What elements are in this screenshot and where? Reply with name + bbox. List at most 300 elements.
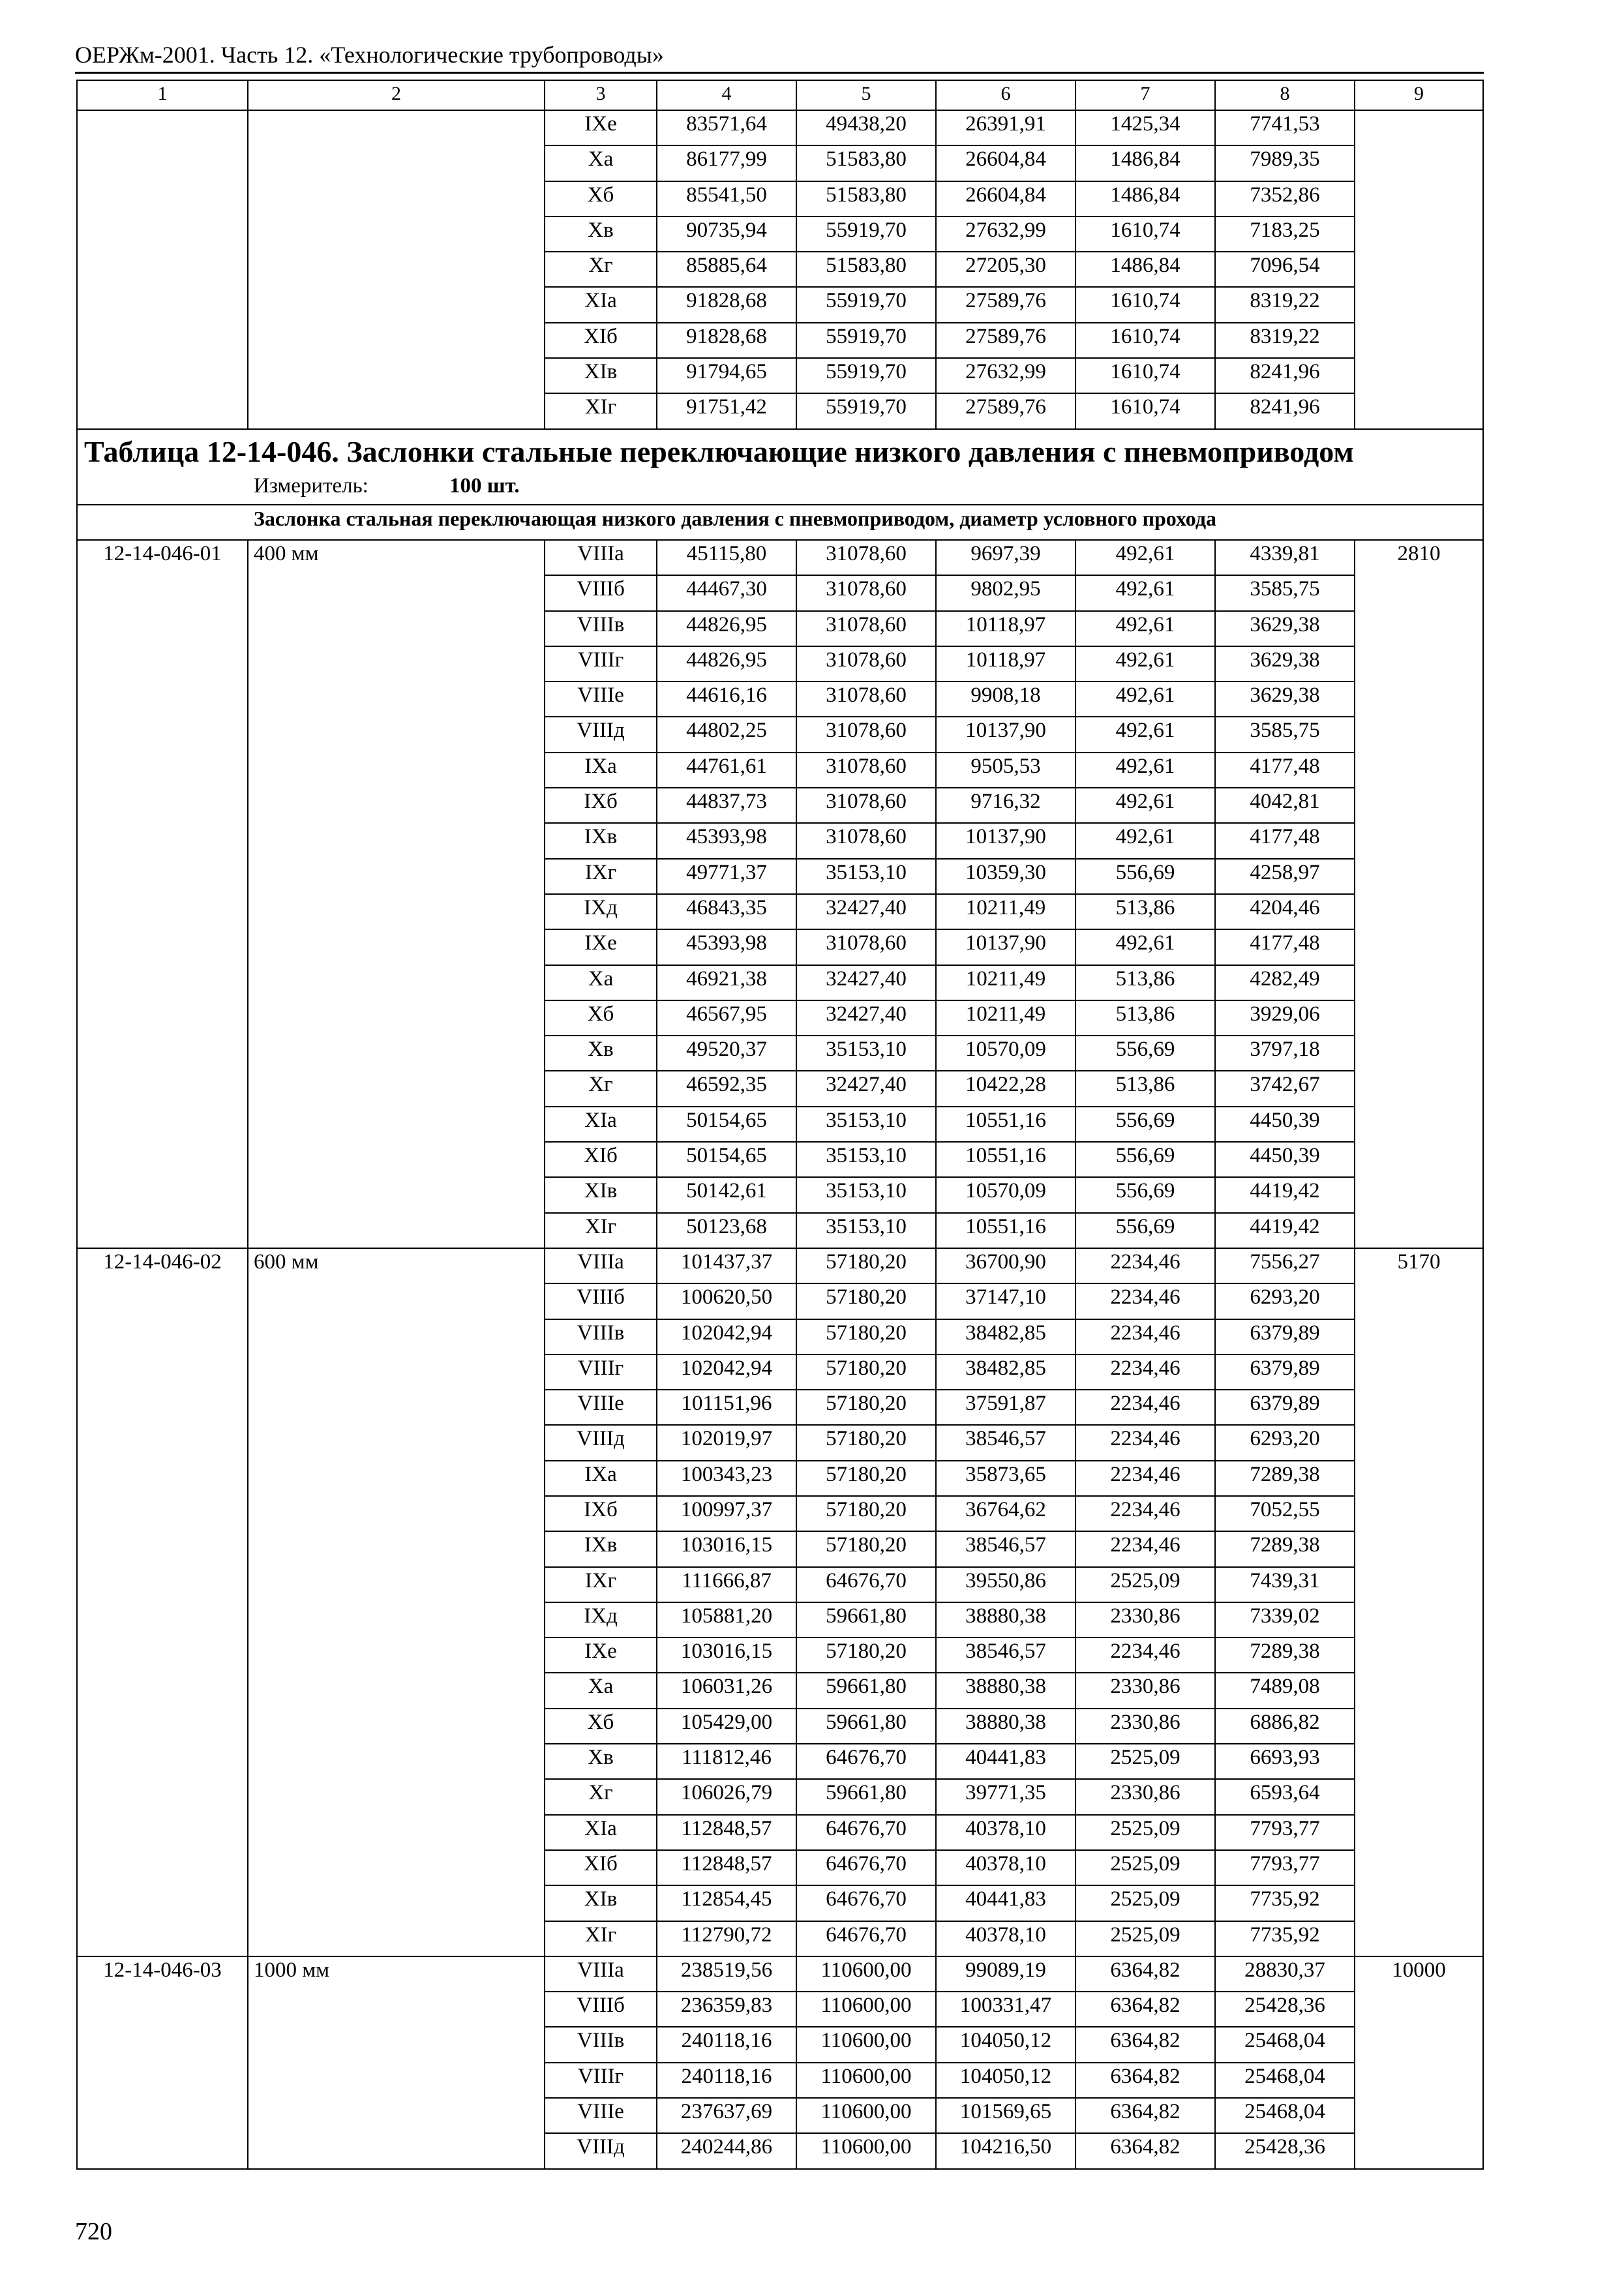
column-number: 9 <box>1355 80 1483 110</box>
machine-cost-cell: 38482,85 <box>936 1354 1075 1390</box>
machine-cost-cell: 26391,91 <box>936 110 1075 145</box>
materials-cost-cell: 7793,77 <box>1215 1850 1355 1885</box>
materials-cost-cell: 4419,42 <box>1215 1177 1355 1212</box>
header-rule <box>75 72 1484 74</box>
table-row <box>77 859 1483 894</box>
machine-cost-cell: 10118,97 <box>936 611 1075 646</box>
code-cell <box>77 2098 248 2133</box>
machine-cost-cell: 36700,90 <box>936 1248 1075 1283</box>
total-cost-cell: 46921,38 <box>657 965 796 1000</box>
table-row <box>77 1461 1483 1496</box>
mass-cell <box>1355 1000 1483 1036</box>
name-cell <box>248 1496 545 1531</box>
name-cell <box>248 1071 545 1106</box>
wages-cell: 59661,80 <box>796 1673 936 1708</box>
wages-cell: 51583,80 <box>796 145 936 181</box>
total-cost-cell: 46567,95 <box>657 1000 796 1036</box>
name-cell <box>248 1425 545 1460</box>
machine-cost-cell: 10211,49 <box>936 965 1075 1000</box>
mass-cell <box>1355 1850 1483 1885</box>
machine-cost-cell: 38880,38 <box>936 1709 1075 1744</box>
machine-cost-cell: 9697,39 <box>936 540 1075 575</box>
wages-cell: 31078,60 <box>796 717 936 752</box>
table-row <box>77 1354 1483 1390</box>
table-row <box>77 1390 1483 1425</box>
code-cell <box>77 217 248 252</box>
wages-cell: 57180,20 <box>796 1319 936 1354</box>
table-row <box>77 217 1483 252</box>
total-cost-cell: 102042,94 <box>657 1319 796 1354</box>
mass-cell <box>1355 717 1483 752</box>
name-cell <box>248 323 545 358</box>
name-cell <box>248 823 545 858</box>
code-cell <box>77 611 248 646</box>
total-cost-cell: 105881,20 <box>657 1602 796 1638</box>
machine-cost-cell: 10551,16 <box>936 1142 1075 1177</box>
table-row <box>77 929 1483 965</box>
code-cell <box>77 1071 248 1106</box>
driver-wages-cell: 2234,46 <box>1075 1461 1215 1496</box>
machine-cost-cell: 101569,65 <box>936 2098 1075 2133</box>
region-code-cell: VIIIд <box>545 717 657 752</box>
region-code-cell: Xa <box>545 965 657 1000</box>
region-code-cell: Xг <box>545 252 657 287</box>
mass-cell <box>1355 358 1483 393</box>
region-code-cell: XIг <box>545 393 657 428</box>
mass-cell <box>1355 965 1483 1000</box>
wages-cell: 31078,60 <box>796 823 936 858</box>
code-cell <box>77 1354 248 1390</box>
mass-cell <box>1355 145 1483 181</box>
wages-cell: 110600,00 <box>796 2098 936 2133</box>
name-cell <box>248 1992 545 2027</box>
code-cell <box>77 287 248 322</box>
mass-cell <box>1355 1921 1483 1956</box>
wages-cell: 32427,40 <box>796 894 936 929</box>
mass-cell <box>1355 1779 1483 1814</box>
region-code-cell: XIв <box>545 358 657 393</box>
table-row <box>77 894 1483 929</box>
machine-cost-cell: 38880,38 <box>936 1602 1075 1638</box>
total-cost-cell: 111812,46 <box>657 1744 796 1779</box>
materials-cost-cell: 25468,04 <box>1215 2027 1355 2062</box>
mass-cell <box>1355 1390 1483 1425</box>
code-cell <box>77 894 248 929</box>
materials-cost-cell: 6693,93 <box>1215 1744 1355 1779</box>
region-code-cell: IXe <box>545 110 657 145</box>
name-cell <box>248 1567 545 1602</box>
region-code-cell: VIIIa <box>545 1248 657 1283</box>
mass-cell <box>1355 1638 1483 1673</box>
driver-wages-cell: 556,69 <box>1075 1107 1215 1142</box>
wages-cell: 31078,60 <box>796 575 936 610</box>
name-cell <box>248 1107 545 1142</box>
machine-cost-cell: 38482,85 <box>936 1319 1075 1354</box>
region-code-cell: VIIIб <box>545 1283 657 1319</box>
driver-wages-cell: 492,61 <box>1075 611 1215 646</box>
code-cell <box>77 823 248 858</box>
total-cost-cell: 102019,97 <box>657 1425 796 1460</box>
code-cell <box>77 1885 248 1921</box>
wages-cell: 31078,60 <box>796 681 936 717</box>
code-cell <box>77 788 248 823</box>
region-code-cell: IXв <box>545 823 657 858</box>
wages-cell: 59661,80 <box>796 1709 936 1744</box>
total-cost-cell: 44826,95 <box>657 611 796 646</box>
region-code-cell: Xб <box>545 1000 657 1036</box>
machine-cost-cell: 37147,10 <box>936 1283 1075 1319</box>
table-row <box>77 1815 1483 1850</box>
name-cell <box>248 181 545 217</box>
mass-cell <box>1355 1107 1483 1142</box>
driver-wages-cell: 2234,46 <box>1075 1390 1215 1425</box>
machine-cost-cell: 10422,28 <box>936 1071 1075 1106</box>
driver-wages-cell: 2234,46 <box>1075 1354 1215 1390</box>
total-cost-cell: 103016,15 <box>657 1531 796 1566</box>
wages-cell: 35153,10 <box>796 1177 936 1212</box>
wages-cell: 57180,20 <box>796 1390 936 1425</box>
region-code-cell: VIIIв <box>545 2027 657 2062</box>
name-cell <box>248 929 545 965</box>
rate-mass: 2810 <box>1355 540 1483 575</box>
driver-wages-cell: 513,86 <box>1075 894 1215 929</box>
machine-cost-cell: 40441,83 <box>936 1885 1075 1921</box>
region-code-cell: XIб <box>545 323 657 358</box>
region-code-cell: IXб <box>545 1496 657 1531</box>
name-cell <box>248 1283 545 1319</box>
code-cell <box>77 1177 248 1212</box>
region-code-cell: XIб <box>545 1142 657 1177</box>
materials-cost-cell: 28830,37 <box>1215 1956 1355 1992</box>
mass-cell <box>1355 1071 1483 1106</box>
materials-cost-cell: 4177,48 <box>1215 753 1355 788</box>
measure-row <box>84 471 1476 500</box>
machine-cost-cell: 10137,90 <box>936 929 1075 965</box>
materials-cost-cell: 25428,36 <box>1215 1992 1355 2027</box>
code-cell <box>77 145 248 181</box>
total-cost-cell: 44837,73 <box>657 788 796 823</box>
region-code-cell: IXa <box>545 1461 657 1496</box>
region-code-cell: VIIIв <box>545 1319 657 1354</box>
table-row <box>77 110 1483 145</box>
region-code-cell: Xб <box>545 1709 657 1744</box>
materials-cost-cell: 25468,04 <box>1215 2063 1355 2098</box>
table-row <box>77 1177 1483 1212</box>
mass-cell <box>1355 1567 1483 1602</box>
wages-cell: 57180,20 <box>796 1638 936 1673</box>
code-cell <box>77 1425 248 1460</box>
total-cost-cell: 90735,94 <box>657 217 796 252</box>
code-cell <box>77 1319 248 1354</box>
code-cell <box>77 181 248 217</box>
name-cell <box>248 1036 545 1071</box>
region-code-cell: VIIIa <box>545 540 657 575</box>
rate-code: 12-14-046-03 <box>77 1956 248 1992</box>
code-cell <box>77 753 248 788</box>
machine-cost-cell: 9908,18 <box>936 681 1075 717</box>
name-cell <box>248 1177 545 1212</box>
wages-cell: 110600,00 <box>796 1992 936 2027</box>
total-cost-cell: 44826,95 <box>657 646 796 681</box>
wages-cell: 35153,10 <box>796 1036 936 1071</box>
driver-wages-cell: 513,86 <box>1075 965 1215 1000</box>
machine-cost-cell: 40441,83 <box>936 1744 1075 1779</box>
rate-code: 12-14-046-01 <box>77 540 248 575</box>
mass-cell <box>1355 575 1483 610</box>
code-cell <box>77 2063 248 2098</box>
wages-cell: 51583,80 <box>796 181 936 217</box>
total-cost-cell: 46843,35 <box>657 894 796 929</box>
driver-wages-cell: 556,69 <box>1075 1036 1215 1071</box>
machine-cost-cell: 10211,49 <box>936 1000 1075 1036</box>
driver-wages-cell: 2525,09 <box>1075 1744 1215 1779</box>
column-number: 8 <box>1215 80 1355 110</box>
machine-cost-cell: 38880,38 <box>936 1673 1075 1708</box>
materials-cost-cell: 6593,64 <box>1215 1779 1355 1814</box>
code-cell <box>77 1992 248 2027</box>
name-cell <box>248 611 545 646</box>
region-code-cell: VIIIб <box>545 575 657 610</box>
driver-wages-cell: 6364,82 <box>1075 2098 1215 2133</box>
machine-cost-cell: 9802,95 <box>936 575 1075 610</box>
driver-wages-cell: 6364,82 <box>1075 2133 1215 2168</box>
name-cell <box>248 1744 545 1779</box>
driver-wages-cell: 6364,82 <box>1075 1992 1215 2027</box>
materials-cost-cell: 8319,22 <box>1215 287 1355 322</box>
materials-cost-cell: 3742,67 <box>1215 1071 1355 1106</box>
region-code-cell: XIг <box>545 1921 657 1956</box>
rates-table <box>76 80 1484 2170</box>
driver-wages-cell: 2330,86 <box>1075 1673 1215 1708</box>
driver-wages-cell: 492,61 <box>1075 717 1215 752</box>
table-row <box>77 1638 1483 1673</box>
region-code-cell: Xв <box>545 1036 657 1071</box>
name-cell <box>248 252 545 287</box>
driver-wages-cell: 556,69 <box>1075 1213 1215 1248</box>
materials-cost-cell: 3629,38 <box>1215 646 1355 681</box>
driver-wages-cell: 2234,46 <box>1075 1425 1215 1460</box>
mass-cell <box>1355 1744 1483 1779</box>
name-cell <box>248 1885 545 1921</box>
machine-cost-cell: 35873,65 <box>936 1461 1075 1496</box>
code-cell <box>77 681 248 717</box>
machine-cost-cell: 40378,10 <box>936 1850 1075 1885</box>
table-row <box>77 681 1483 717</box>
mass-cell <box>1355 1885 1483 1921</box>
wages-cell: 31078,60 <box>796 540 936 575</box>
mass-cell <box>1355 1531 1483 1566</box>
materials-cost-cell: 4258,97 <box>1215 859 1355 894</box>
driver-wages-cell: 492,61 <box>1075 681 1215 717</box>
machine-cost-cell: 27589,76 <box>936 393 1075 428</box>
driver-wages-cell: 1610,74 <box>1075 323 1215 358</box>
name-cell <box>248 2098 545 2133</box>
mass-cell <box>1355 1283 1483 1319</box>
materials-cost-cell: 7183,25 <box>1215 217 1355 252</box>
wages-cell: 31078,60 <box>796 929 936 965</box>
name-cell <box>248 1000 545 1036</box>
table-row <box>77 1744 1483 1779</box>
driver-wages-cell: 492,61 <box>1075 788 1215 823</box>
materials-cost-cell: 7556,27 <box>1215 1248 1355 1283</box>
machine-cost-cell: 10570,09 <box>936 1177 1075 1212</box>
driver-wages-cell: 2525,09 <box>1075 1885 1215 1921</box>
measure-value: 100 шт. <box>449 473 520 498</box>
wages-cell: 55919,70 <box>796 287 936 322</box>
table-row <box>77 1921 1483 1956</box>
wages-cell: 57180,20 <box>796 1248 936 1283</box>
materials-cost-cell: 3929,06 <box>1215 1000 1355 1036</box>
total-cost-cell: 45393,98 <box>657 823 796 858</box>
code-cell <box>77 1531 248 1566</box>
materials-cost-cell: 7793,77 <box>1215 1815 1355 1850</box>
materials-cost-cell: 25468,04 <box>1215 2098 1355 2133</box>
region-code-cell: Xб <box>545 181 657 217</box>
name-cell <box>248 1673 545 1708</box>
wages-cell: 55919,70 <box>796 217 936 252</box>
total-cost-cell: 50142,61 <box>657 1177 796 1212</box>
materials-cost-cell: 4282,49 <box>1215 965 1355 1000</box>
table-title: Таблица 12-14-046. Заслонки стальные переключающие низкого давления с пневмоприводом <box>84 434 1354 468</box>
total-cost-cell: 50154,65 <box>657 1142 796 1177</box>
table-row <box>77 358 1483 393</box>
mass-cell <box>1355 929 1483 965</box>
driver-wages-cell: 2234,46 <box>1075 1496 1215 1531</box>
column-number: 4 <box>657 80 796 110</box>
wages-cell: 57180,20 <box>796 1283 936 1319</box>
driver-wages-cell: 1486,84 <box>1075 252 1215 287</box>
table-row <box>77 145 1483 181</box>
code-cell <box>77 252 248 287</box>
name-cell <box>248 1602 545 1638</box>
region-code-cell: IXe <box>545 929 657 965</box>
total-cost-cell: 101437,37 <box>657 1248 796 1283</box>
wages-cell: 35153,10 <box>796 1107 936 1142</box>
total-cost-cell: 240118,16 <box>657 2027 796 2062</box>
materials-cost-cell: 4450,39 <box>1215 1107 1355 1142</box>
code-cell <box>77 1602 248 1638</box>
driver-wages-cell: 556,69 <box>1075 859 1215 894</box>
mass-cell <box>1355 393 1483 428</box>
wages-cell: 110600,00 <box>796 1956 936 1992</box>
mass-cell <box>1355 252 1483 287</box>
machine-cost-cell: 39771,35 <box>936 1779 1075 1814</box>
code-cell <box>77 1815 248 1850</box>
name-cell <box>248 717 545 752</box>
wages-cell: 31078,60 <box>796 646 936 681</box>
column-number: 5 <box>796 80 936 110</box>
wages-cell: 110600,00 <box>796 2027 936 2062</box>
region-code-cell: VIIIб <box>545 1992 657 2027</box>
table-row <box>77 1319 1483 1354</box>
table-row <box>77 2098 1483 2133</box>
machine-cost-cell: 27205,30 <box>936 252 1075 287</box>
driver-wages-cell: 2234,46 <box>1075 1319 1215 1354</box>
wages-cell: 35153,10 <box>796 859 936 894</box>
wages-cell: 55919,70 <box>796 393 936 428</box>
machine-cost-cell: 38546,57 <box>936 1638 1075 1673</box>
region-code-cell: VIIIe <box>545 681 657 717</box>
table-row <box>77 717 1483 752</box>
driver-wages-cell: 1486,84 <box>1075 181 1215 217</box>
name-cell <box>248 2063 545 2098</box>
total-cost-cell: 91828,68 <box>657 287 796 322</box>
wages-cell: 110600,00 <box>796 2063 936 2098</box>
mass-cell <box>1355 823 1483 858</box>
code-cell <box>77 1638 248 1673</box>
mass-cell <box>1355 323 1483 358</box>
table-subtitle-row <box>77 505 1483 540</box>
total-cost-cell: 102042,94 <box>657 1354 796 1390</box>
total-cost-cell: 45115,80 <box>657 540 796 575</box>
total-cost-cell: 238519,56 <box>657 1956 796 1992</box>
total-cost-cell: 100997,37 <box>657 1496 796 1531</box>
name-cell <box>248 646 545 681</box>
total-cost-cell: 50154,65 <box>657 1107 796 1142</box>
code-cell <box>77 323 248 358</box>
code-cell <box>77 1461 248 1496</box>
table-row <box>77 1071 1483 1106</box>
materials-cost-cell: 7735,92 <box>1215 1921 1355 1956</box>
mass-cell <box>1355 894 1483 929</box>
code-cell <box>77 1567 248 1602</box>
table-row <box>77 1992 1483 2027</box>
driver-wages-cell: 2525,09 <box>1075 1850 1215 1885</box>
code-cell <box>77 929 248 965</box>
total-cost-cell: 111666,87 <box>657 1567 796 1602</box>
total-cost-cell: 101151,96 <box>657 1390 796 1425</box>
wages-cell: 35153,10 <box>796 1213 936 1248</box>
mass-cell <box>1355 287 1483 322</box>
table-row <box>77 1779 1483 1814</box>
table-row <box>77 1000 1483 1036</box>
machine-cost-cell: 10551,16 <box>936 1107 1075 1142</box>
table-section-header <box>77 429 1483 505</box>
machine-cost-cell: 37591,87 <box>936 1390 1075 1425</box>
machine-cost-cell: 10359,30 <box>936 859 1075 894</box>
name-cell <box>248 217 545 252</box>
mass-cell <box>1355 681 1483 717</box>
table-row <box>77 1567 1483 1602</box>
table-row <box>77 2027 1483 2062</box>
region-code-cell: IXe <box>545 1638 657 1673</box>
total-cost-cell: 100620,50 <box>657 1283 796 1319</box>
name-cell <box>248 1779 545 1814</box>
region-code-cell: XIб <box>545 1850 657 1885</box>
total-cost-cell: 112848,57 <box>657 1850 796 1885</box>
name-cell <box>248 1142 545 1177</box>
machine-cost-cell: 10137,90 <box>936 717 1075 752</box>
driver-wages-cell: 2525,09 <box>1075 1921 1215 1956</box>
wages-cell: 55919,70 <box>796 323 936 358</box>
total-cost-cell: 46592,35 <box>657 1071 796 1106</box>
materials-cost-cell: 8319,22 <box>1215 323 1355 358</box>
machine-cost-cell: 38546,57 <box>936 1425 1075 1460</box>
driver-wages-cell: 2330,86 <box>1075 1779 1215 1814</box>
region-code-cell: VIIIд <box>545 1425 657 1460</box>
name-cell <box>248 894 545 929</box>
materials-cost-cell: 4204,46 <box>1215 894 1355 929</box>
name-cell <box>248 1354 545 1390</box>
total-cost-cell: 100343,23 <box>657 1461 796 1496</box>
table-row <box>77 788 1483 823</box>
machine-cost-cell: 27589,76 <box>936 287 1075 322</box>
machine-cost-cell: 36764,62 <box>936 1496 1075 1531</box>
code-cell <box>77 1850 248 1885</box>
rate-mass: 10000 <box>1355 1956 1483 1992</box>
wages-cell: 35153,10 <box>796 1142 936 1177</box>
mass-cell <box>1355 1673 1483 1708</box>
